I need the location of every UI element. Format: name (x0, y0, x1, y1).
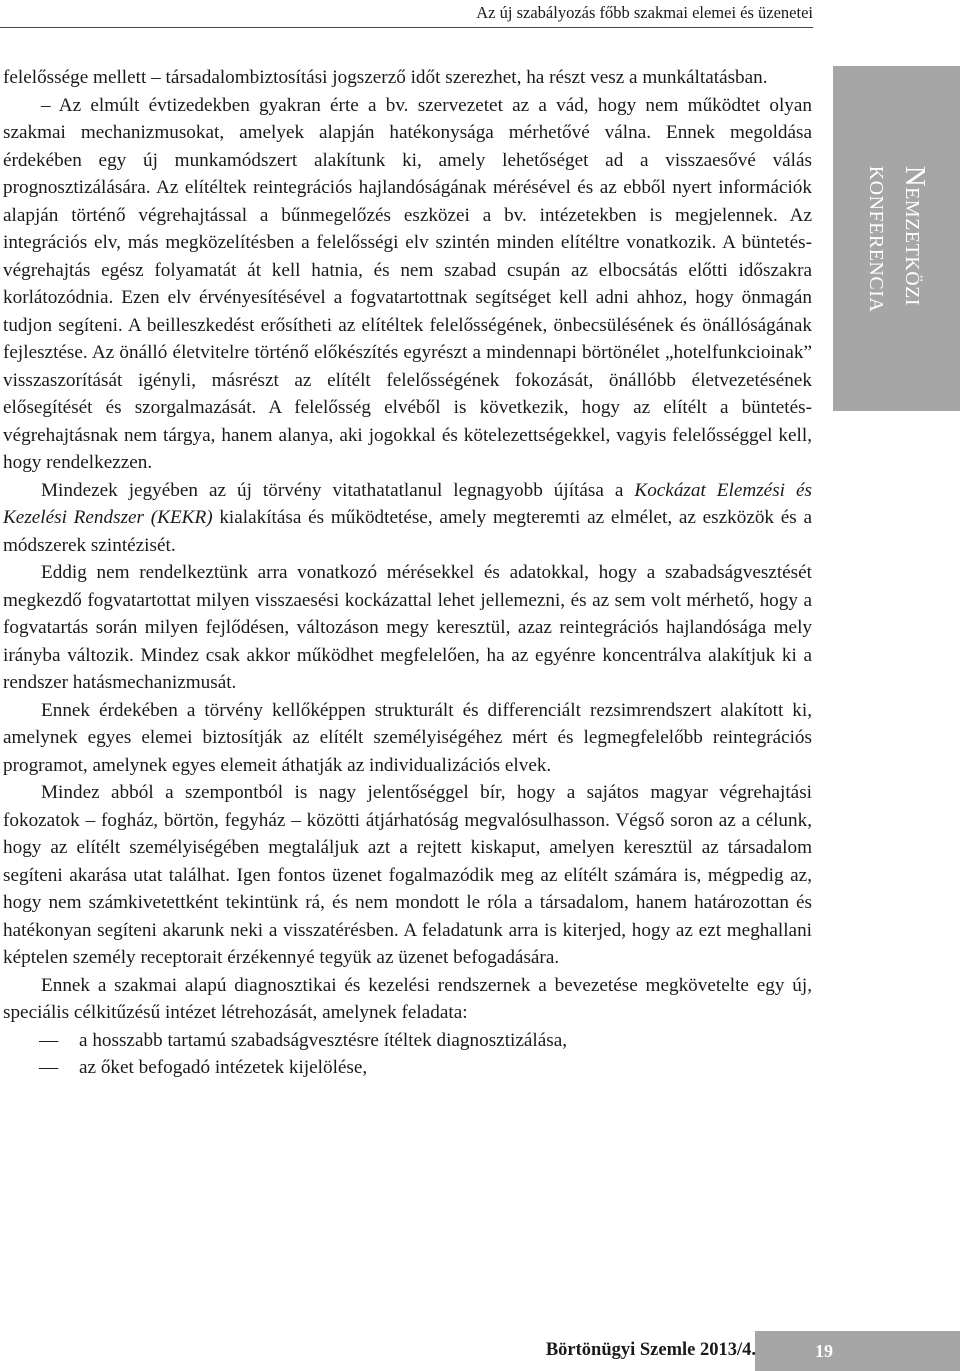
side-tab-label (861, 165, 933, 312)
page-number: 19 (815, 1341, 833, 1361)
side-tab-line1: Nemzetközi (898, 165, 931, 306)
paragraph: Eddig nem rendelkeztünk arra vonatkozó mérésekkel és adatokkal, hogy a szabadságvesztését megkezdő fogvatartottat milyen visszaesési kockázattal lehet jellemezni, és az sem volt mérhető, hogy a fogvatartás során milyen fejlődésen, változáson megy keresztül, azaz reintegrációs hajlandósága mely irányba változik. Mindez csak akkor működhet megfelelően, ha az egyénre koncentrálva alakítjuk ki a rendszer hatásmechanizmusát. (3, 562, 812, 693)
list-item-text: az őket befogadó intézetek kijelölése, (79, 1057, 368, 1078)
paragraph-text: kialakítása és működtetése, amely megteremti az elmélet, az eszközök és a módszerek szintézisét. (3, 507, 813, 556)
paragraph: – Az elmúlt évtizedekben gyakran érte a bv. szervezetet az a vád, hogy nem működtet olyan szakmai mechanizmusokat, amelyek alapján hatékonysága mérhetővé válna. Ennek megoldása érdekében egy új munkamódszert alakítunk ki, amely lehetőséget ad a visszaesővé válás prognosztizálására. Az elítéltek reintegrációs hajlandóságának mérésével és az ebből nyert információk alapján történő végrehajtással a bűnmegelőzés eszközei a bv. intézetekben is megjelennek. Az integrációs elv, más megközelítésben a felelősségi elv szintén minden elítéltre vonatkozik. A büntetés-végrehajtás egész folyamatát át kell hatnia, és nem szabad csupán az elbocsátás előtti időszakra korlátozódnia. Ezen elv érvényesítésével a fogvatartottnak segítséget kell adni ahhoz, hogy önmagán tudjon segíteni. A beilleszkedést erősítheti az elítéltek felelősségének, önbecsülésének és önállóságának fejlesztése. Az önálló életvitelre történő előkészítés egyrészt a mindennapi börtönélet „hotelfunkcioinak” visszaszorítását igényli, másrészt az elítélt felelősségének fokozását, önállóbb életvezetésének elősegítését és szorgalmazását. A felelősség elvéből is következik, hogy az elítélt a büntetés-végrehajtásnak nem tárgya, hanem alanya, aki jogokkal és kötelezettségekkel, vagyis felelősséggel kell, hogy rendelkezzen. (3, 94, 812, 473)
paragraph-text: Mindezek jegyében az új törvény vitathatatlanul legnagyobb újítása a (41, 479, 635, 501)
paragraph: felelőssége mellett – társadalombiztosítási jogszerző időt szerezhet, ha részt vesz a munkáltatásban. (3, 67, 768, 88)
paragraph: Ennek érdekében a törvény kellőképpen strukturált és differenciált rezsimrendszert alakított ki, amelynek egyes elemei biztosítják az elítélt személyiségéhez mért és legmegfelelőbb reintegrációs programot, amelynek egyes elemeit áthatják az individualizációs elvek. (3, 699, 812, 776)
body-text (3, 64, 812, 1082)
paragraph: Mindez abból a szempontból is nagy jelentőséggel bír, hogy a sajátos magyar végrehajtási fokozatok – fogház, börtön, fegyház – közötti átjárhatóság megvalósulhasson. Végső soron az a célunk, hogy az elítélt személyiségében megtaláljuk azt a rejtett kiskaput, amelyen keresztül az társadalom segíteni akarása utat találhat. Igen fontos üzenet fogalmazódik meg az elítélt számára is, mégpedig az, hogy nem számkivetettként tekintünk rá, és nem mondott le róla a társadalom, hanem határozottan és hatékonyan segíteni akarunk neki a visszatérésben. A feladatunk arra is kiterjed, hogy az ezt meghallani képtelen személy receptorait érzékennyé tegyük az üzenet befogadására. (3, 782, 812, 968)
running-header: Az új szabályozás főbb szakmai elemei és üzenetei (476, 3, 813, 22)
paragraph: Ennek a szakmai alapú diagnosztikai és kezelési rendszernek a bevezetése megkövetelte egy új, speciális célkitűzésű intézet létrehozását, amelynek feladata: (3, 974, 812, 1023)
list-item (3, 1054, 812, 1082)
side-tab-line2: konferencia (862, 165, 895, 312)
list-item-text: a hosszabb tartamú szabadságvesztésre ítéltek diagnosztizálása, (79, 1029, 568, 1051)
footer-page-box (755, 1331, 960, 1371)
kekr-term: Kockázat Elemzési és Kezelési Rendszer (KEKR) (3, 479, 812, 528)
list-item (3, 1027, 812, 1055)
paragraph (3, 477, 812, 560)
footer-journal-title: Börtönügyi Szemle 2013/4. (545, 1340, 756, 1360)
list-dash: — (39, 1057, 59, 1078)
header-rule (0, 27, 813, 28)
side-tab (833, 66, 960, 411)
list-dash: — (39, 1029, 59, 1051)
